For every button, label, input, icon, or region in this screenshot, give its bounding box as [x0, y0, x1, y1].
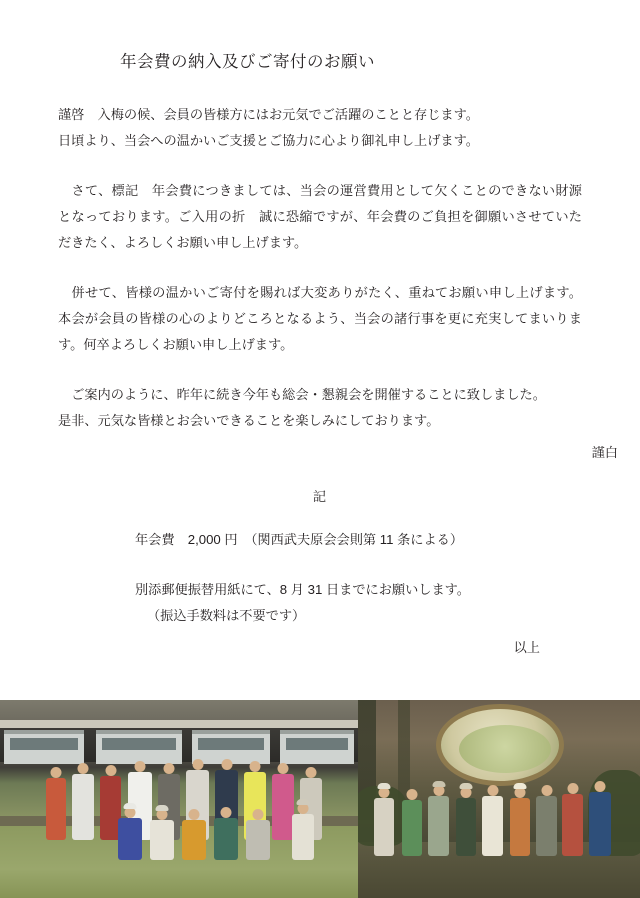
person-head: [221, 807, 232, 818]
paragraph-meeting-text: ご案内のように、昨年に続き今年も総会・懇親会を開催することに致しました。: [71, 387, 546, 402]
bus: [280, 730, 354, 764]
photo-strip: [0, 700, 640, 898]
bus: [192, 730, 270, 764]
paragraph-annual-fee-text: さて、標記 年会費につきましては、当会の運営費用として欠くことのできない財源となっております。ご入用の折 誠に恐縮ですが、年会費のご負担を御願いさせていただきたく、よろしくお願い申し上げます。: [58, 183, 582, 250]
person-standing: [72, 774, 94, 840]
person-standing: [272, 774, 294, 840]
bus-window: [102, 738, 176, 750]
roof-edge: [0, 720, 358, 728]
terms-list: [0, 527, 640, 629]
hat-icon: [514, 783, 527, 789]
person-standing: [46, 778, 66, 840]
group-photo-trail-sign: [358, 700, 640, 898]
paragraph-meeting-line1: [58, 382, 582, 408]
paragraph-greeting-line2: 日頃より、当会への温かいご支援とご協力に心より御礼申し上げます。: [58, 133, 479, 148]
person-crouching: [246, 820, 270, 860]
term-fee-note: （振込手数料は不要です）: [147, 608, 306, 623]
person-standing: [589, 792, 611, 856]
term-annual-fee: 年会費 2,000 円 （関西武夫原会会則第 11 条による）: [135, 532, 464, 547]
person-head: [51, 767, 62, 778]
bus-window: [198, 738, 264, 750]
person-head: [189, 809, 200, 820]
person-head: [595, 781, 606, 792]
person-standing: [536, 796, 557, 856]
person-standing: [402, 800, 422, 856]
person-head: [306, 767, 317, 778]
bus-window: [10, 738, 78, 750]
trail-sign-map: [459, 725, 551, 773]
term-payment-method: 別添郵便振替用紙にて、8 月 31 日までにお願いします。: [135, 582, 470, 597]
trail-sign-board: [436, 704, 564, 786]
person-head: [221, 759, 232, 770]
person-standing: [510, 798, 530, 856]
paragraph-meeting-line2: 是非、元気な皆様とお会いできることを楽しみにしております。: [58, 413, 440, 428]
cap-icon: [124, 803, 137, 809]
page-title: 年会費の納入及びご寄付のお願い: [120, 53, 375, 71]
person-standing: [562, 794, 583, 856]
person-head: [192, 759, 203, 770]
hat-icon: [378, 783, 391, 789]
person-head: [567, 783, 578, 794]
person-standing: [428, 796, 449, 856]
person-crouching: [182, 820, 206, 860]
paragraph-annual-fee: [58, 178, 582, 256]
person-head: [135, 761, 146, 772]
person-head: [164, 763, 175, 774]
person-head: [250, 761, 261, 772]
paragraph-donation: [58, 280, 582, 358]
person-crouching: [292, 814, 314, 860]
hat-icon: [297, 799, 310, 805]
person-head: [253, 809, 264, 820]
bus: [4, 730, 84, 764]
person-head: [487, 785, 498, 796]
bus: [96, 730, 182, 764]
group-photo-parking-lot: [0, 700, 358, 898]
hat-icon: [460, 783, 473, 789]
paragraph-donation-text: 併せて、皆様の温かいご寄付を賜れば大変ありがたく、重ねてお願い申し上げます。本会が会員の皆様の心のよりどころとなるよう、当会の諸行事を更に充実してまいります。何卒よろしくお願い申し上げます。: [58, 285, 582, 352]
person-head: [78, 763, 89, 774]
bus-window: [286, 738, 348, 750]
closing-salutation: 謹白: [591, 445, 618, 460]
person-crouching: [214, 818, 238, 860]
person-crouching: [118, 818, 142, 860]
document-body: [0, 102, 640, 434]
person-head: [278, 763, 289, 774]
person-head: [105, 765, 116, 776]
hat-icon: [156, 805, 169, 811]
person-crouching: [150, 820, 174, 860]
person-head: [407, 789, 418, 800]
paragraph-greeting-line1: 謹啓 入梅の候、会員の皆様方にはお元気でご活躍のことと存じます。: [58, 107, 479, 122]
section-mark: 記: [312, 489, 328, 504]
person-head: [541, 785, 552, 796]
person-standing: [374, 798, 394, 856]
end-mark: 以上: [513, 640, 540, 655]
hat-icon: [432, 781, 445, 787]
person-standing: [456, 798, 476, 856]
person-standing: [482, 796, 503, 856]
